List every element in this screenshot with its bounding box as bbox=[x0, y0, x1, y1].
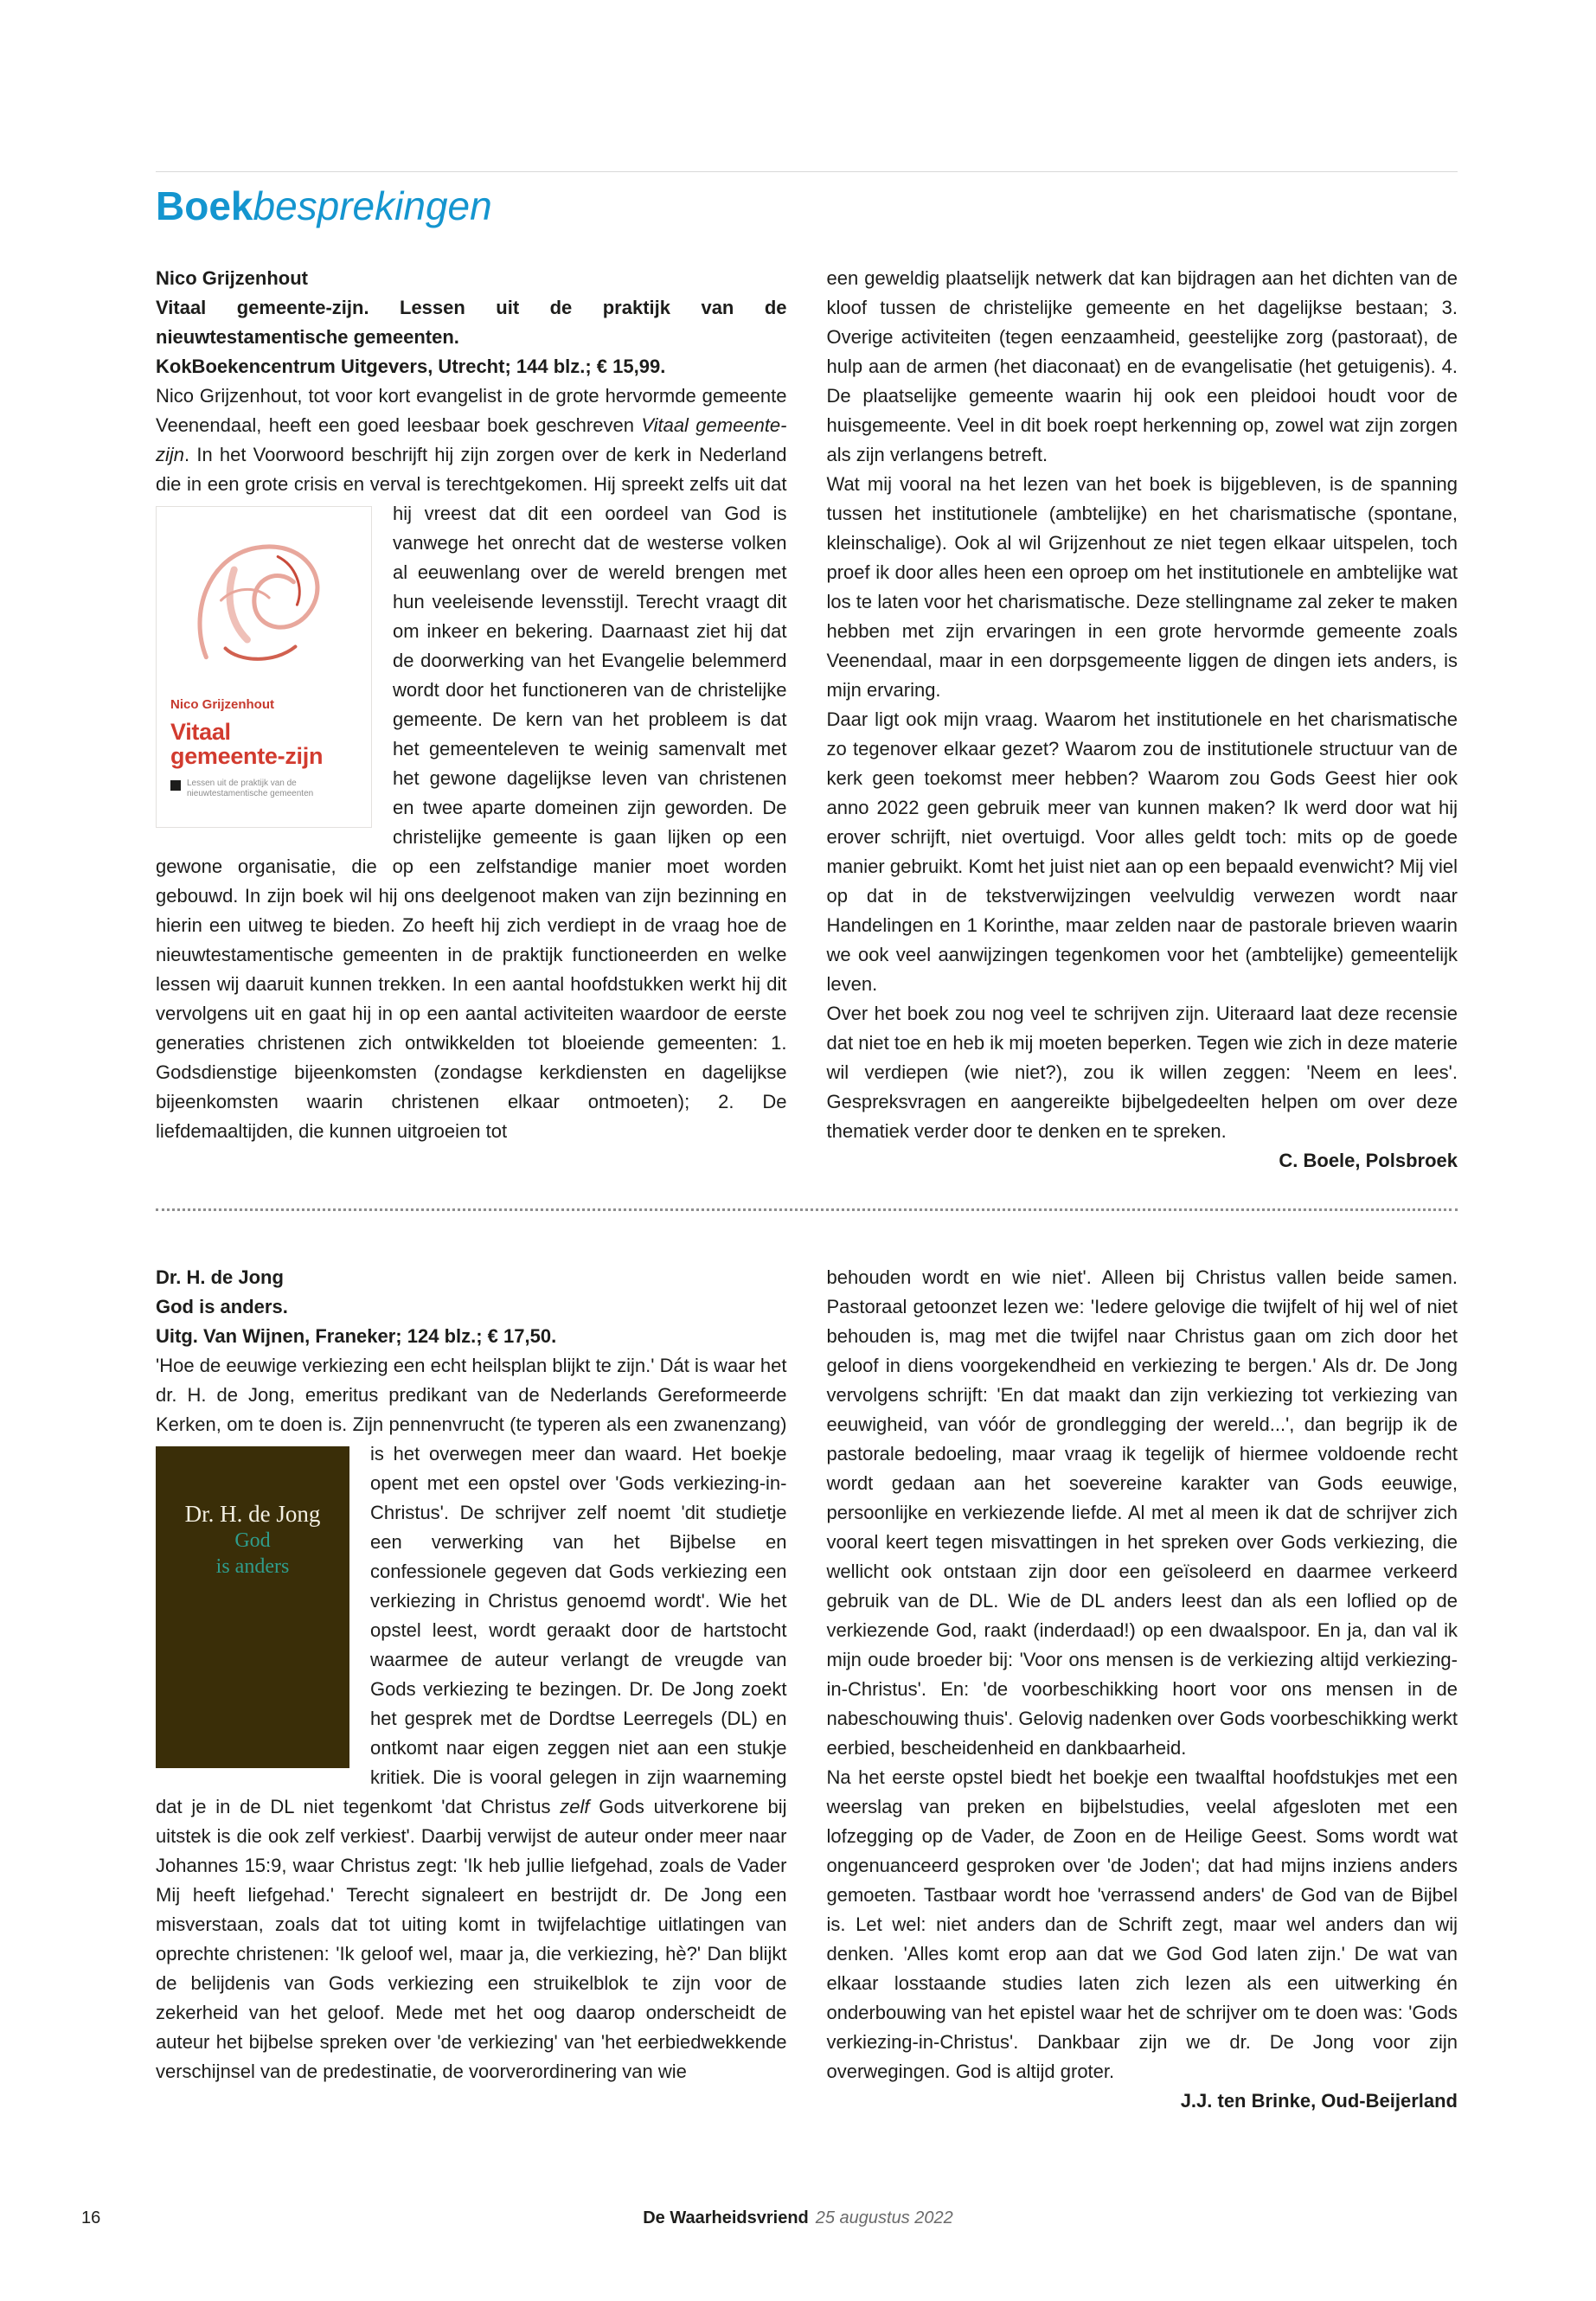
review2-paragraph: behouden wordt en wie niet'. Alleen bij Christus vallen beide samen. Pastoraal getoonzet lezen we: 'Iedere gelovige die twijfelt of hij wel of niet behouden is, mag met die twijfel naar Christus gaan om zich door het geloof in diens voorgekendheid en verkiezing te bergen.' Als dr. De Jong vervolgens schrijft: 'En dat maakt dan zijn verkiezing tot verkiezing van eeuwigheid, van vóór de grondlegging der wereld...', dan begrijp ik de pastorale bedoeling, maar vraag ik tegelijk of hiermee voldoende recht wordt gedaan aan het soevereine karakter van Gods eeuwige, persoonlijke en verkiezende liefde. Al met al meen ik dat de schrijver zich vooral keert tegen misvattingen in het spreken over Gods verkiezing, die wellicht ook ontstaan zijn door een geïsoleerd en daarmee verkeerd gebruik van de DL. Wie de DL anders leest dan als een loflied op de verkiezende God, raakt (inderdaad!) op een dwaalspoor. En ja, dan val ik mijn oude broeder bij: 'Voor ons mensen is de verkiezing altijd verkiezing-in-Christus'. En: 'de voorbeschikking hoort voor ons mensen in de nabeschouwing thuis'. Gelovig nadenken over Gods voorbeschikking werkt eerbied, bescheidenheid en dankbaarheid. bbox=[826, 1266, 1458, 1759]
review2-text-italic: zelf bbox=[560, 1796, 590, 1817]
review1-paragraph: Wat mij vooral na het lezen van het boek is bijgebleven, is de spanning tussen het institutionele (ambtelijke) en het charismatische (spontane, kleinschalige). Ook al wil Grijzenhout ze niet tegen elkaar uitspelen, toch proef ik door alles heen een oproep om het institutionele en ambtelijke wat los te laten voor het charismatische. Deze stellingname zal zeker te maken hebben met zijn ervaringen in een grote hervormde gemeente zoals Veenendaal, maar in een dorpsgemeente liggen de dingen iets anders, is mijn ervaring. bbox=[826, 473, 1458, 701]
review1-book-title: Vitaal gemeente-zijn. Lessen uit de praktijk van de nieuwtestamentische gemeenten. bbox=[156, 297, 787, 348]
cover1-subtitle-row bbox=[170, 779, 361, 799]
section-divider bbox=[156, 1208, 1458, 1211]
review2-text-rest: Het boekje opent met een opstel over 'Gods verkiezing-in-Christus'. De schrijver zelf noemt 'dit studietje een verwerking van het Bijbelse en confessionele gegeven dat Gods verkiezing een verkiezing in Christus genoemd wordt'. Wie het opstel leest, wordt geraakt door de hartstocht waarmee de auteur verlangt de vreugde van Gods verkiezing te bezingen. Dr. De Jong zoekt het gesprek met de Dordtse Leerregels (DL) en ontkomt naar eigen zeggen niet aan een stukje kritiek. Die is vooral gelegen in zijn waarneming dat je in de DL niet tegenkomt 'dat Christus bbox=[156, 1443, 787, 1817]
review2-book-title: God is anders. bbox=[156, 1296, 288, 1317]
review1-text-before-2: . In het Voorwoord beschrijft hij zijn zorgen over de kerk in Nederland die in een grote crisis en verval is terechtgekomen. bbox=[156, 444, 787, 495]
review2-body bbox=[156, 1351, 787, 2086]
review1-text-italic: Vitaal gemeente-zijn bbox=[156, 414, 787, 465]
review1-header bbox=[156, 264, 787, 381]
review-de-jong bbox=[156, 1263, 1458, 2116]
page-number: 16 bbox=[81, 2208, 101, 2227]
review1-author: Nico Grijzenhout bbox=[156, 267, 308, 289]
review2-paragraph: Na het eerste opstel biedt het boekje een twaalftal hoofdstukjes met een weerslag van preken en bijbelstudies, veelal afgesloten met een lofzegging op de Vader, de Zoon en de Heilige Geest. Soms wordt wat ongenuanceerd gesproken over 'de Joden'; dat had mijns inziens anders gemoeten. Tastbaar wordt hoe 'verrassend anders' de God van de Bijbel is. Let wel: niet anders dan de Schrift zegt, maar wel anders dan wij denken. 'Alles komt erop aan dat we God God laten zijn.' De wat van elkaar losstaande studies laten zich lezen als een uitwerking én onderbouwing van het epistel waar het de schrijver om te doen was: 'Gods verkiezing-in-Christus'. Dankbaar zijn we dr. De Jong voor zijn overwegingen. God is altijd groter. bbox=[826, 1766, 1458, 2082]
review1-paragraph: Over het boek zou nog veel te schrijven zijn. Uiteraard laat deze recensie dat niet toe en heb ik mij moeten beperken. Tegen wie zich in deze materie wil verdiepen (wie niet?), zou ik willen zeggen: 'Neem en lees'. Gespreksvragen en aangereikte bijbelgedeelten helpen om over deze thematiek verder door te denken en te spreken. bbox=[826, 1003, 1458, 1142]
page-title bbox=[156, 183, 1458, 229]
cover1-author: Nico Grijzenhout bbox=[170, 697, 274, 712]
cover2-title-line1: God bbox=[234, 1529, 271, 1552]
review2-reviewer: J.J. ten Brinke, Oud-Beijerland bbox=[1180, 2090, 1458, 2112]
page-footer bbox=[0, 2208, 1596, 2228]
cover-abstract-illustration bbox=[170, 517, 350, 683]
review2-text-rest-2: Gods uitverkorene bij uitstek is die ook zelf verkiest'. Daarbij verwijst de auteur onder meer naar Johannes 15:9, waar Christus zegt: 'Ik heb jullie liefgehad, zoals de Vader Mij heeft liefgehad.' Terecht signaleert en bestrijdt dr. De Jong een misverstaan, zoals dat tot uiting komt in twijfelachtige uitlatingen van oprechte christenen: 'Ik geloof wel, maar ja, die verkiezing, hè?' Dan blijkt de belijdenis van Gods verkiezing een struikelblok te zijn voor de zekerheid van het geloof. Mede met het oog daarop onderscheidt de auteur het bijbelse spreken over 'de verkiezing' van 'het eerbiedwekkende verschijnsel van de predestinatie, de voorverordinering van wie bbox=[156, 1796, 787, 2082]
cover1-title-line1: Vitaal bbox=[170, 719, 231, 745]
cover2-title-group bbox=[156, 1528, 349, 1580]
review1-paragraph: Daar ligt ook mijn vraag. Waarom het institutionele en het charismatische zo tegenover elkaar gezet? Waarom zou de institutionele structuur van de kerk geen toekomst meer hebben? Waarom zou Gods Geest hier ook anno 2022 geen gebruik meer van kunnen maken? Ik werd door wat hij erover schrijft, niet overtuigd. Voor alles geldt toch: mits op de goede manier gebruikt. Komt het juist niet aan op een bepaald evenwicht? Mij viel op dat in de tekstverwijzingen veelvuldig verwezen wordt naar Handelingen en 1 Korinthe, maar zelden naar de pastorale brieven waarin we ook veel aanwijzingen tegenkomen voor het (ambtelijke) gemeentelijk leven. bbox=[826, 708, 1458, 995]
review2-text-before: 'Hoe de eeuwige verkiezing een echt heilsplan blijkt te zijn.' Dát is waar het dr. H. de Jong, emeritus predikant van de Nederlands Gereformeerde Kerken, om te doen is. Zijn pennenvrucht (te typeren als een zwanenzang) is het overwegen meer dan waard. bbox=[156, 1355, 787, 1465]
review2-header bbox=[156, 1263, 787, 1351]
review1-body bbox=[156, 381, 787, 1146]
book-cover-god-is-anders bbox=[156, 1446, 349, 1768]
review1-publisher: KokBoekencentrum Uitgevers, Utrecht; 144 blz.; € 15,99. bbox=[156, 356, 666, 377]
review1-paragraph: een geweldig plaatselijk netwerk dat kan bijdragen aan het dichten van de kloof tussen de christelijke gemeente en het dagelijkse bestaan; 3. Overige activiteiten (tegen eenzaamheid, geestelijke zorg (pastoraat), de hulp aan de armen (het diaconaat) en de evangelisatie (het getuigenis). 4. De plaatselijke gemeente waarin hij ook een pleidooi houdt voor de huisgemeente. Veel in dit boek roept herkenning op, zowel wat zijn zorgen als zijn verlangens betreft. bbox=[826, 267, 1458, 465]
review2-publisher: Uitg. Van Wijnen, Franeker; 124 blz.; € 17,50. bbox=[156, 1325, 557, 1347]
review1-right-column bbox=[827, 264, 1458, 1176]
review1-reviewer: C. Boele, Polsbroek bbox=[1279, 1150, 1458, 1171]
publication-date: 25 augustus 2022 bbox=[815, 2208, 953, 2227]
publication-line bbox=[0, 2208, 1596, 2228]
cover1-title-line2: gemeente-zijn bbox=[170, 743, 324, 769]
review2-left-column bbox=[156, 1263, 787, 2116]
page-title-bold: Boek bbox=[156, 183, 253, 228]
review2-author: Dr. H. de Jong bbox=[156, 1266, 284, 1288]
cover1-subtitle: Lessen uit de praktijk van de nieuwtestamentische gemeenten bbox=[187, 779, 314, 798]
review1-left-column bbox=[156, 264, 787, 1176]
review1-text-before: Nico Grijzenhout, tot voor kort evangelist in de grote hervormde gemeente Veenendaal, heeft een goed leesbaar boek geschreven bbox=[156, 385, 787, 436]
book-cover-vitaal-gemeente-zijn bbox=[156, 506, 372, 828]
publication-name: De Waarheidsvriend bbox=[643, 2208, 809, 2227]
header-rule bbox=[156, 171, 1458, 172]
cover1-black-square bbox=[170, 780, 181, 791]
review2-right-column bbox=[827, 1263, 1458, 2116]
cover2-author: Dr. H. de Jong bbox=[184, 1501, 321, 1527]
cover2-title-line2: is anders bbox=[215, 1555, 290, 1578]
review-grijzenhout bbox=[156, 264, 1458, 1176]
review1-text-rest: Hij spreekt zelfs uit dat hij vreest dat dit een oordeel van God is vanwege het onrecht dat de westerse volken al eeuwenlang over de wereld brengen met hun veeleisende levensstijl. Terecht vraagt dit om inkeer en bekering. Daarnaast ziet hij dat de doorwerking van het Evangelie belemmerd wordt door het functioneren van de christelijke gemeente. De kern van het probleem is dat het gemeenteleven te weinig samenvalt met het gewone dagelijkse leven van christenen en twee aparte domeinen zijn geworden. De christelijke gemeente is gaan lijken op een gewone organisatie, die op een zelfstandige manier moet worden gebouwd. In zijn boek wil hij ons deelgenoot maken van zijn bezinning en hierin een uitweg te bieden. Zo heeft hij zich verdiept in de vraag hoe de nieuwtestamentische gemeenten in de praktijk functioneerden en welke lessen wij daaruit kunnen trekken. In een aantal hoofdstukken werkt hij dit vervolgens uit en gaat hij in op een aantal activiteiten waardoor de eerste generaties christenen zich ontwikkelden tot bloeiende gemeenten: 1. Godsdienstige bijeenkomsten (zondagse kerkdiensten en dagelijkse bijeenkomsten waarin christenen elkaar ontmoeten); 2. De liefdemaaltijden, die kunnen uitgroeien tot bbox=[156, 473, 787, 1142]
page-title-italic: besprekingen bbox=[253, 183, 492, 228]
